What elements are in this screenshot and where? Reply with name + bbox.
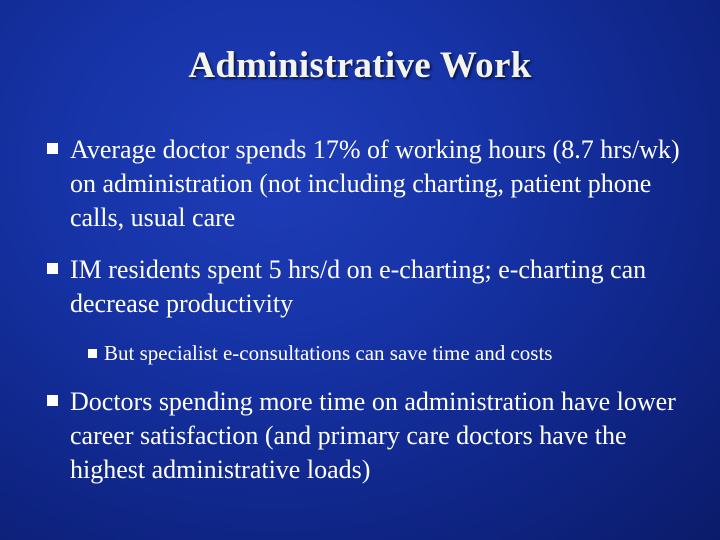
list-item: Average doctor spends 17% of working hours (8.7 hrs/wk) on administration (not including charting, patient phone calls, usual care [70,135,680,232]
slide-title: Administrative Work [188,45,532,86]
square-bullet-icon [47,395,58,406]
square-bullet-icon [88,349,97,358]
list-item: IM residents spent 5 hrs/d on e-charting; e-charting can decrease productivity [70,255,647,318]
list-item: But specialist e-consultations can save time and costs [104,341,553,365]
square-bullet-icon [47,143,58,154]
square-bullet-icon [47,263,58,274]
list-item: Doctors spending more time on administration have lower career satisfaction (and primary care doctors have the highest administrative loads) [70,387,676,484]
